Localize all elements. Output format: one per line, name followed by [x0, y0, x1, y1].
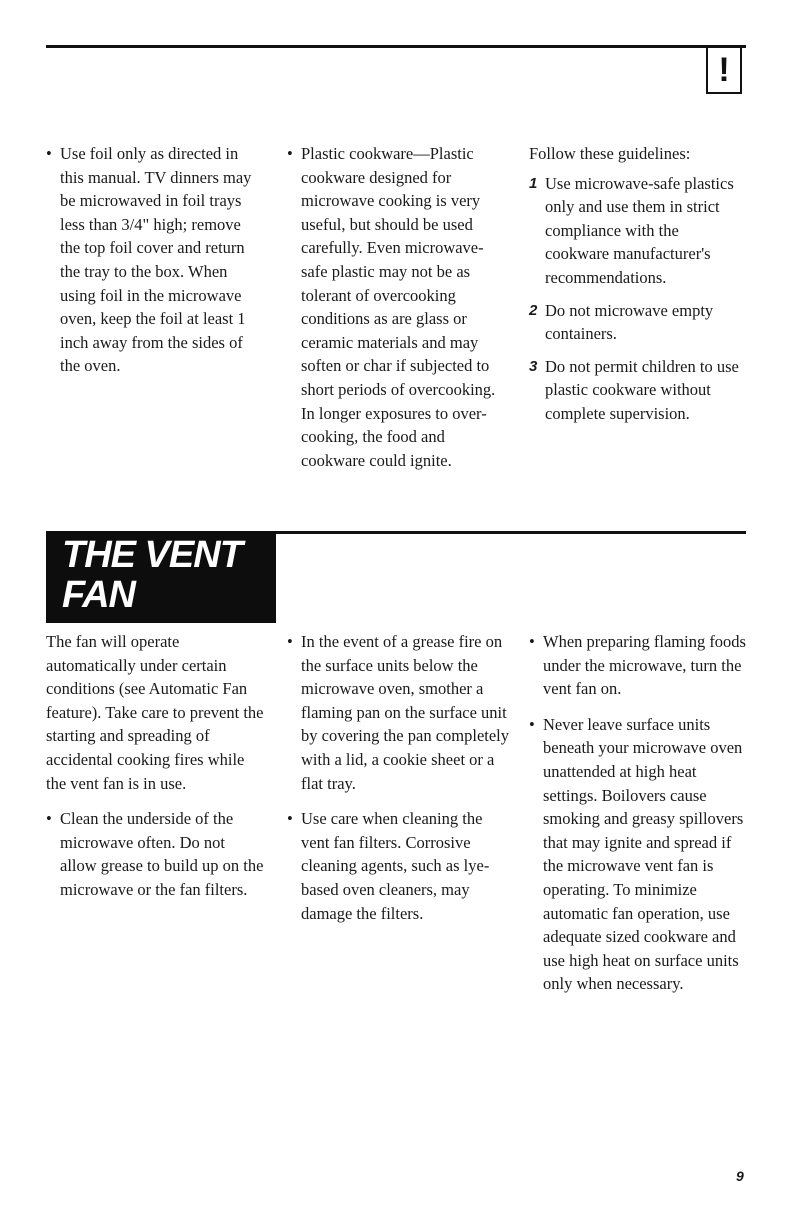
vent-column-3: [529, 630, 747, 996]
section-title-line-1: THE VENT: [62, 534, 242, 576]
guideline-text: Do not permit children to use plastic cookware without complete supervision.: [545, 356, 739, 423]
plastic-cookware-note: [287, 142, 509, 472]
clean-underside-note: [46, 807, 264, 901]
vent-column-2: [287, 630, 512, 925]
bullet-icon: •: [529, 714, 535, 734]
unattended-units-note: [529, 713, 747, 996]
guideline-text: Do not microwave empty containers.: [545, 300, 714, 344]
guideline-text: Use microwave-safe plastics only and use them in strict compliance with the cookware manufacturer's recommendations.: [545, 173, 734, 287]
guideline-item-1: [529, 172, 747, 290]
filter-cleaning-text: Use care when cleaning the vent fan filters. Corrosive cleaning agents, such as lye-based oven cleaners, may damage the filters.: [301, 809, 490, 923]
flaming-foods-note: [529, 630, 747, 701]
section-title: [62, 535, 242, 615]
guidelines-intro: Follow these guidelines:: [529, 144, 691, 163]
guideline-number: 1: [529, 174, 538, 192]
bullet-icon: •: [287, 144, 293, 163]
plastic-cookware-text: Plastic cookware—Plastic cookware designed for microwave cooking is very useful, but should be used carefully. Even microwave-safe plastic may not be as tolerant of overcooking conditions as are glass or ceramic materials and may soften or char if subjected to short periods of overcooking. In longer exposures to over-cooking, the food and cookware could ignite.: [301, 144, 496, 470]
vent-intro: The fan will operate automatically under certain conditions (see Automatic Fan feature). Take care to prevent the starting and spreading of accidental cooking fires while the vent fan is in use.: [46, 632, 264, 793]
bullet-icon: •: [46, 809, 52, 829]
vent-column-1: [46, 630, 264, 902]
section-title-line-2: FAN: [62, 574, 135, 616]
bullet-icon: •: [529, 632, 535, 651]
flaming-foods-text: When preparing flaming foods under the microwave, turn the vent fan on.: [543, 632, 746, 699]
warning-icon: [706, 48, 742, 94]
bullet-icon: •: [46, 144, 52, 163]
section-header: [46, 531, 276, 623]
top-rule: [46, 45, 746, 48]
grease-fire-note: [287, 630, 512, 795]
guideline-item-3: [529, 355, 747, 426]
top-column-1: [46, 142, 261, 378]
top-column-3: [529, 142, 747, 435]
top-column-2: [287, 142, 509, 472]
bullet-icon: •: [287, 632, 293, 651]
clean-underside-text: Clean the underside of the microwave often. Do not allow grease to build up on the microwave or the fan filters.: [60, 809, 264, 899]
foil-guideline-text: Use foil only as directed in this manual. TV dinners may be microwaved in foil trays less than 3/4" high; remove the top foil cover and return the tray to the box. When using foil in the microwave oven, keep the foil at least 1 inch away from the sides of the oven.: [60, 144, 252, 376]
unattended-units-text: Never leave surface units beneath your microwave oven unattended at high heat settings. Boilovers cause smoking and greasy spillovers that may ignite and spread if the microwave vent fan is operating. To minimize automatic fan operation, use adequate sized cookware and use high heat on surface units only when necessary.: [543, 714, 744, 994]
bullet-icon: •: [287, 809, 293, 829]
guideline-item-2: [529, 299, 747, 346]
foil-guideline: [46, 142, 261, 378]
guideline-number: 2: [529, 301, 538, 319]
guideline-number: 3: [529, 357, 538, 375]
warning-symbol: !: [718, 51, 730, 89]
filter-cleaning-note: [287, 807, 512, 925]
grease-fire-text: In the event of a grease fire on the surface units below the microwave oven, smother a flaming pan on the surface unit by covering the pan completely with a lid, a cookie sheet or a flat tray.: [301, 632, 510, 793]
page-number: 9: [736, 1168, 744, 1184]
